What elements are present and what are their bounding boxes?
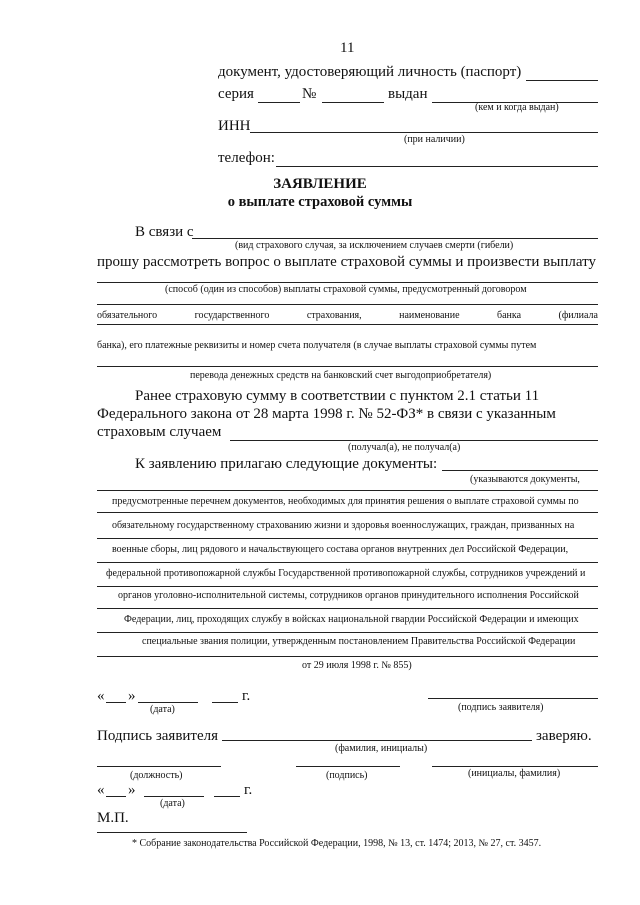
certify-name-line (222, 740, 532, 741)
docs-line: специальные звания полиции, утвержденным постановлением Правительства Российской Федерации (142, 636, 576, 647)
form-subtitle: о выплате страховой суммы (227, 194, 413, 210)
method-word: страхования, (306, 310, 362, 321)
date2-hint: (дата) (160, 798, 185, 809)
docs-underline-0 (97, 490, 598, 491)
attach-line: К заявлению прилагаю следующие документы: (135, 456, 438, 472)
initials-hint: (инициалы, фамилия) (468, 768, 561, 779)
date2-day-line (106, 796, 126, 797)
method-word: банка (497, 310, 522, 321)
method-word: наименование (399, 310, 460, 321)
docs-underline-6 (97, 632, 598, 633)
inn-hint: (при наличии) (404, 134, 465, 145)
date-close-quote: » (128, 688, 136, 704)
date2-open-quote: « (97, 782, 105, 798)
series-field-line (258, 102, 300, 103)
docs-line: военные сборы, лиц рядового и начальствующего состава органов внутренних дел Российской Федерации, (112, 544, 569, 555)
method-hint: (способ (один из способов) выплаты страховой суммы, предусмотренный договором (165, 284, 527, 295)
docs-underline-7 (97, 656, 598, 657)
date2-year-line (214, 796, 240, 797)
date2-close-quote: » (128, 782, 136, 798)
series-label: серия (218, 86, 254, 102)
received-field-line (230, 440, 598, 441)
method-word: (филиала (558, 310, 598, 321)
date-hint: (дата) (150, 704, 175, 715)
docs-line: от 29 июля 1998 г. № 855) (302, 660, 412, 671)
earlier-line-2: Федерального закона от 28 марта 1998 г. № 52-ФЗ* в связи с указанным (97, 406, 556, 422)
position-hint: (должность) (130, 770, 183, 781)
date-open-quote: « (97, 688, 105, 704)
method-word: государственного (194, 310, 270, 321)
certify-text: заверяю. (536, 728, 592, 744)
method-underline-4 (97, 366, 598, 367)
applicant-signature-hint: (подпись заявителя) (458, 702, 544, 713)
stamp-label: М.П. (97, 810, 129, 826)
official-signature-line (296, 766, 400, 767)
number-label: № (302, 86, 317, 102)
footnote-separator (97, 832, 247, 833)
method-word: обязательного (97, 310, 158, 321)
method-underline-2 (97, 304, 598, 305)
position-line (97, 766, 221, 767)
docs-line: федеральной противопожарной службы Государственной противопожарной службы, сотрудников учреждений и (106, 568, 586, 579)
docs-hint: (указываются документы, (470, 474, 580, 485)
attach-field-line (442, 470, 598, 471)
phone-field-line (276, 166, 598, 167)
date2-year-suffix: г. (244, 782, 253, 798)
docs-underline-2 (97, 538, 598, 539)
name-hint: (фамилия, инициалы) (335, 743, 428, 754)
official-signature-hint: (подпись) (326, 770, 368, 781)
number-field-line (322, 102, 384, 103)
applicant-signature-line (428, 698, 598, 699)
docs-line: предусмотренные перечнем документов, необходимых для принятия решения о выплате страховой суммы по (112, 496, 579, 507)
footnote: * Собрание законодательства Российской Федерации, 1998, № 13, ст. 1474; 2013, № 27, ст. 3457. (132, 838, 542, 849)
applicant-signature-label: Подпись заявителя (97, 728, 219, 744)
docs-underline-1 (97, 512, 598, 513)
inn-label: ИНН (218, 118, 251, 134)
method-cont-2: банка), его платежные реквизиты и номер счета получателя (в случае выплаты страховой суммы путем (97, 340, 537, 351)
docs-underline-5 (97, 608, 598, 609)
event-hint: (вид страхового случая, за исключением случаев смерти (гибели) (235, 240, 514, 251)
request-line: прошу рассмотреть вопрос о выплате страховой суммы и произвести выплату (97, 254, 596, 270)
document-field-line (526, 80, 598, 81)
date-year-line (212, 702, 238, 703)
received-hint: (получал(а), не получал(а) (348, 442, 461, 453)
phone-label: телефон: (218, 150, 275, 166)
docs-underline-3 (97, 562, 598, 563)
method-field-line (97, 282, 598, 283)
method-underline-3 (97, 324, 598, 325)
earlier-line-1: Ранее страховую сумму в соответствии с пунктом 2.1 статьи 11 (135, 388, 540, 404)
issued-label: выдан (388, 86, 428, 102)
earlier-line-3: страховым случаем (97, 424, 222, 440)
event-field-line (192, 238, 598, 239)
form-title: ЗАЯВЛЕНИЕ (273, 176, 367, 192)
date2-month-line (144, 796, 204, 797)
docs-line: обязательному государственному страхованию жизни и здоровья военнослужащих, граждан, призванных на (112, 520, 575, 531)
document-label: документ, удостоверяющий личность (паспорт) (218, 64, 522, 80)
issued-hint: (кем и когда выдан) (475, 102, 559, 113)
docs-line: органов уголовно-исполнительной системы, сотрудников органов принудительного исполнения Российской (118, 590, 579, 601)
inn-field-line (250, 132, 598, 133)
method-cont-3: перевода денежных средств на банковский счет выгодоприобретателя) (190, 370, 492, 381)
docs-underline-4 (97, 586, 598, 587)
page-number: 11 (340, 40, 355, 56)
initials-line (432, 766, 598, 767)
date-year-suffix: г. (242, 688, 251, 704)
date-day-line (106, 702, 126, 703)
date-month-line (138, 702, 198, 703)
in-connection-label: В связи с (135, 224, 194, 240)
method-continuation (97, 310, 598, 321)
docs-line: Федерации, лиц, проходящих службу в войсках национальной гвардии Российской Федерации и имеющих (124, 614, 579, 625)
